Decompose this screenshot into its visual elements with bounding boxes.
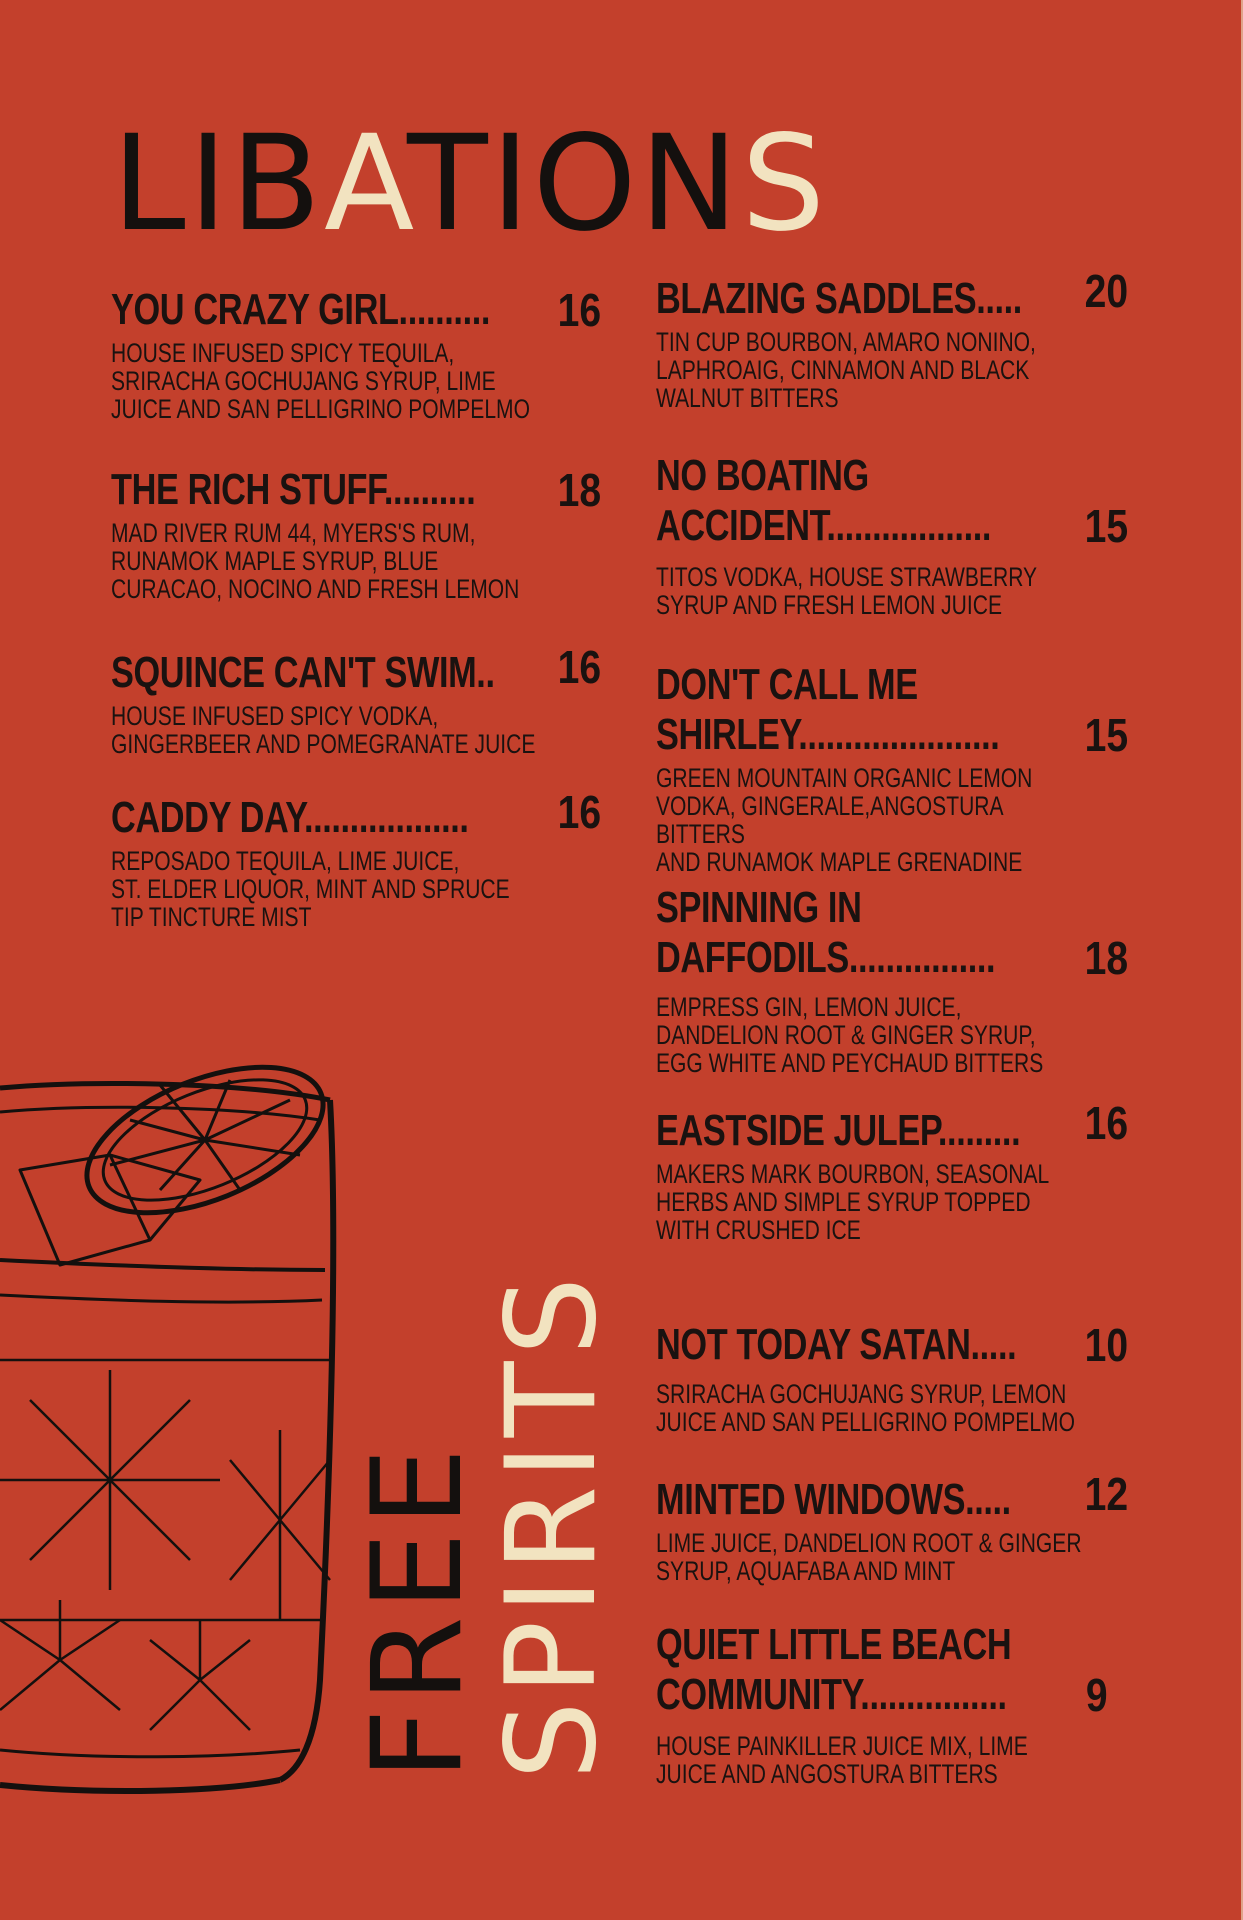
item-description: EMPRESS GIN, LEMON JUICE, DANDELION ROOT & GINGER SYRUP, EGG WHITE AND PEYCHAUD BITTERS [656,992,1044,1078]
menu-item [111,285,601,423]
menu-item [656,1097,1128,1245]
item-name: MINTED WINDOWS..... [656,1475,1011,1524]
item-description: GREEN MOUNTAIN ORGANIC LEMON VODKA, GINGERALE,ANGOSTURA BITTERS AND RUNAMOK MAPLE GRENADINE [656,763,1033,877]
item-description: REPOSADO TEQUILA, LIME JUICE, ST. ELDER LIQUOR, MINT AND SPRUCE TIP TINCTURE MIST [111,846,510,932]
item-description: HOUSE INFUSED SPICY TEQUILA, SRIRACHA GOCHUJANG SYRUP, LIME JUICE AND SAN PELLIGRINO POMPELMO [111,338,530,424]
item-description: HOUSE PAINKILLER JUICE MIX, LIME JUICE AND ANGOSTURA BITTERS [656,1731,1028,1789]
free-spirits-item [656,1620,1128,1788]
item-name-line-1: DON'T CALL ME [656,660,918,709]
item-name: EASTSIDE JULEP......... [656,1106,1021,1155]
item-description: MAKERS MARK BOURBON, SEASONAL HERBS AND SIMPLE SYRUP TOPPED WITH CRUSHED ICE [656,1159,1050,1245]
item-name-line-1: QUIET LITTLE BEACH [656,1620,1012,1669]
menu-item [656,883,1128,1077]
item-name-line-2: DAFFODILS................ [656,933,996,982]
item-name: BLAZING SADDLES..... [656,274,1022,323]
menu-item [656,265,1128,413]
item-description: TIN CUP BOURBON, AMARO NONINO, LAPHROAIG, CINNAMON AND BLACK WALNUT BITTERS [656,327,1036,413]
item-description: TITOS VODKA, HOUSE STRAWBERRY SYRUP AND FRESH LEMON JUICE [656,562,1038,620]
item-price: 16 [557,786,601,838]
item-name-line-1: SPINNING IN [656,883,862,932]
item-price: 15 [1084,709,1128,761]
item-description: SRIRACHA GOCHUJANG SYRUP, LEMON JUICE AND SAN PELLIGRINO POMPELMO [656,1379,1075,1437]
item-name-line-2: COMMUNITY................ [656,1670,1007,1719]
page-title [112,107,829,261]
item-price: 12 [1084,1468,1128,1520]
title-part-1: LIB [112,107,325,261]
item-price: 16 [557,641,601,693]
item-price: 10 [1084,1319,1128,1371]
title-part-2: A [324,107,408,261]
item-price: 16 [1084,1097,1128,1149]
title-part-3: TION [407,107,742,261]
item-price: 20 [1084,265,1128,317]
item-price: 15 [1084,500,1128,552]
item-description: HOUSE INFUSED SPICY VODKA, GINGERBEER AND POMEGRANATE JUICE [111,701,536,759]
item-price: 16 [557,284,601,336]
menu-item [656,451,1128,619]
menu-item [656,660,1128,876]
menu-item [111,786,601,932]
spirits-heading: SPIRITS [480,1270,624,1780]
title-part-4: S [741,107,829,261]
item-price: 18 [557,464,601,516]
menu-item [111,465,601,603]
cocktail-glass-illustration [0,1060,360,1800]
item-name: THE RICH STUFF.......... [111,465,476,514]
item-name: YOU CRAZY GIRL.......... [111,285,491,334]
item-name: CADDY DAY.................. [111,793,469,842]
item-description: LIME JUICE, DANDELION ROOT & GINGER SYRUP, AQUAFABA AND MINT [656,1528,1082,1586]
item-name-line-2: SHIRLEY...................... [656,710,1000,759]
free-heading: FREE [346,1441,490,1780]
item-name-line-2: ACCIDENT.................. [656,501,992,550]
item-name: NOT TODAY SATAN..... [656,1320,1017,1369]
free-spirits-item [656,1320,1128,1436]
free-spirits-item [656,1468,1128,1586]
item-description: MAD RIVER RUM 44, MYERS'S RUM, RUNAMOK MAPLE SYRUP, BLUE CURACAO, NOCINO AND FRESH LEMON [111,518,520,604]
item-name: SQUINCE CAN'T SWIM.. [111,648,495,697]
menu-item [111,641,601,759]
item-price: 9 [1086,1669,1108,1721]
item-price: 18 [1084,932,1128,984]
item-name-line-1: NO BOATING [656,451,869,500]
